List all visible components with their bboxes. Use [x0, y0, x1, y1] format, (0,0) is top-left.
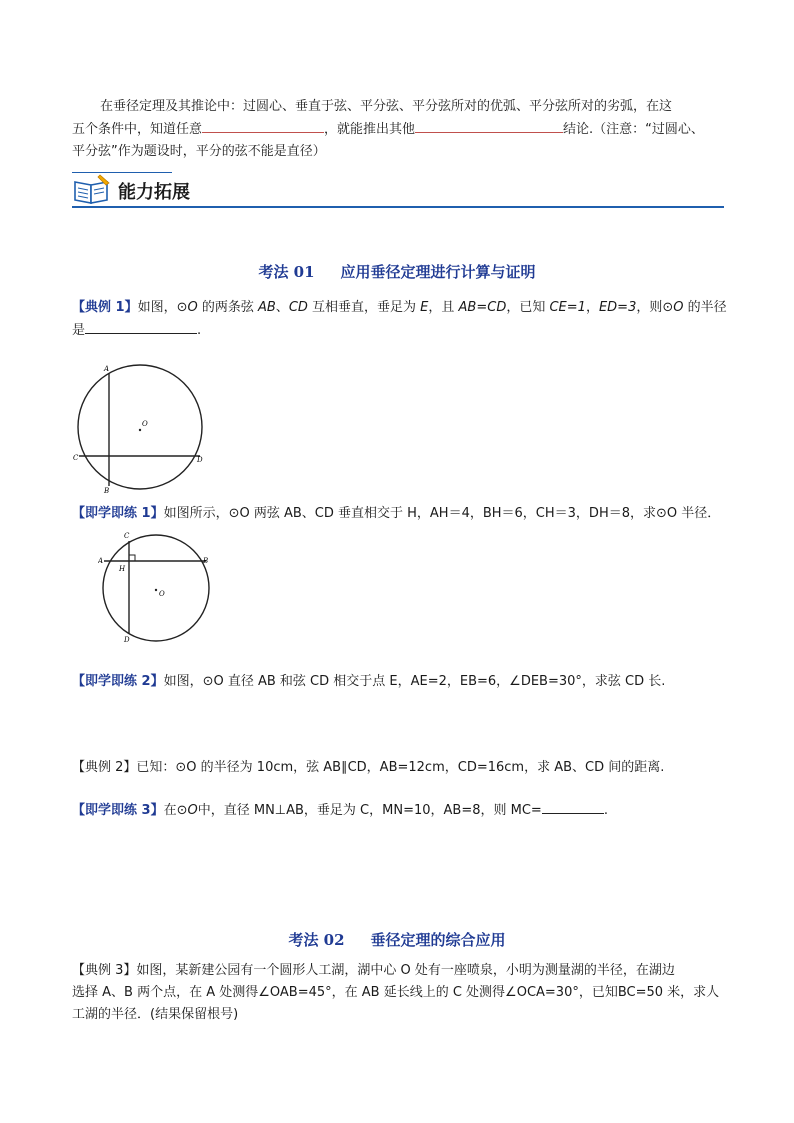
- intro-paragraph: [72, 96, 732, 163]
- right-angle-mark: [129, 555, 135, 561]
- label-c: C: [73, 454, 79, 462]
- label-b: B: [104, 487, 110, 495]
- label-c: C: [124, 532, 130, 540]
- example-3-line-3: 工湖的半径．(结果保留根号): [72, 1007, 239, 1022]
- label-o: O: [142, 420, 148, 428]
- label-o: O: [159, 590, 165, 598]
- example-1-line-1: 【典例 1】如图，⊙O 的两条弦 AB、CD 互相垂直，垂足为 E，且 AB=CD，已知 CE=1，ED=3，则⊙O 的半径: [72, 300, 727, 315]
- figure-1-circle: [78, 365, 202, 489]
- label-d: D: [124, 636, 130, 644]
- example-1-line-2: 是 .: [72, 319, 732, 342]
- label-b: B: [203, 557, 209, 565]
- section-header-title: 能力拓展: [118, 182, 190, 203]
- label-d: D: [197, 456, 203, 464]
- example-3-line-2: 选择 A、B 两个点，在 A 处测得∠OAB=45°，在 AB 延长线上的 C 处测得∠OCA=30°，已知BC=50 米，求人: [72, 985, 720, 1000]
- label-a: A: [104, 365, 110, 373]
- practice-3: 【即学即练 3】在⊙O中，直径 MN⊥AB，垂足为 C，MN=10，AB=8，则 MC= .: [72, 799, 732, 822]
- figure-2-circle: [103, 535, 209, 641]
- practice-1: 【即学即练 1】如图所示，⊙O 两弦 AB、CD 垂直相交于 H，AH＝4，BH＝6，CH＝3，DH＝8，求⊙O 半径．: [72, 506, 721, 521]
- label-h: H: [119, 565, 126, 573]
- answer-blank[interactable]: [202, 118, 324, 133]
- method-2-heading: 考法 02 垂径定理的综合应用: [288, 931, 506, 949]
- practice-2: 【即学即练 2】如图，⊙O 直径 AB 和弦 CD 相交于点 E，AE=2，EB=6，∠DEB=30°，求弦 CD 长.: [72, 674, 666, 689]
- example-3: [72, 960, 732, 1026]
- answer-blank[interactable]: [85, 319, 197, 334]
- center-o-point: [155, 589, 157, 591]
- intro-line-3: 平分弦”作为题设时，平分的弦不能是直径）: [72, 144, 326, 159]
- answer-blank[interactable]: [542, 799, 604, 814]
- header-top-accent: [72, 172, 172, 173]
- center-o-point: [139, 429, 141, 431]
- intro-line-1: 在垂径定理及其推论中：过圆心、垂直于弦、平分弦、平分弦所对的优弧、平分弦所对的劣弧，在这: [100, 99, 673, 114]
- figure-1-circle-chords: [72, 362, 212, 496]
- header-divider: [72, 206, 724, 208]
- method-1-heading: 考法 01 应用垂径定理进行计算与证明: [258, 263, 536, 281]
- example-2: 【典例 2】已知：⊙O 的半径为 10cm，弦 AB∥CD，AB=12cm，CD=16cm，求 AB、CD 间的距离.: [72, 760, 665, 775]
- example-3-line-1: 【典例 3】如图，某新建公园有一个圆形人工湖，湖中心 O 处有一座喷泉，小明为测量湖的半径，在湖边: [72, 963, 675, 978]
- answer-blank[interactable]: [415, 118, 563, 133]
- intro-line-2: 五个条件中，知道任意 ，就能推出其他 结论.（注意：“过圆心、: [72, 118, 732, 141]
- book-pen-icon: [72, 174, 112, 206]
- example-1: [72, 297, 732, 342]
- label-a: A: [98, 557, 104, 565]
- figure-2-circle-chords: [98, 532, 218, 644]
